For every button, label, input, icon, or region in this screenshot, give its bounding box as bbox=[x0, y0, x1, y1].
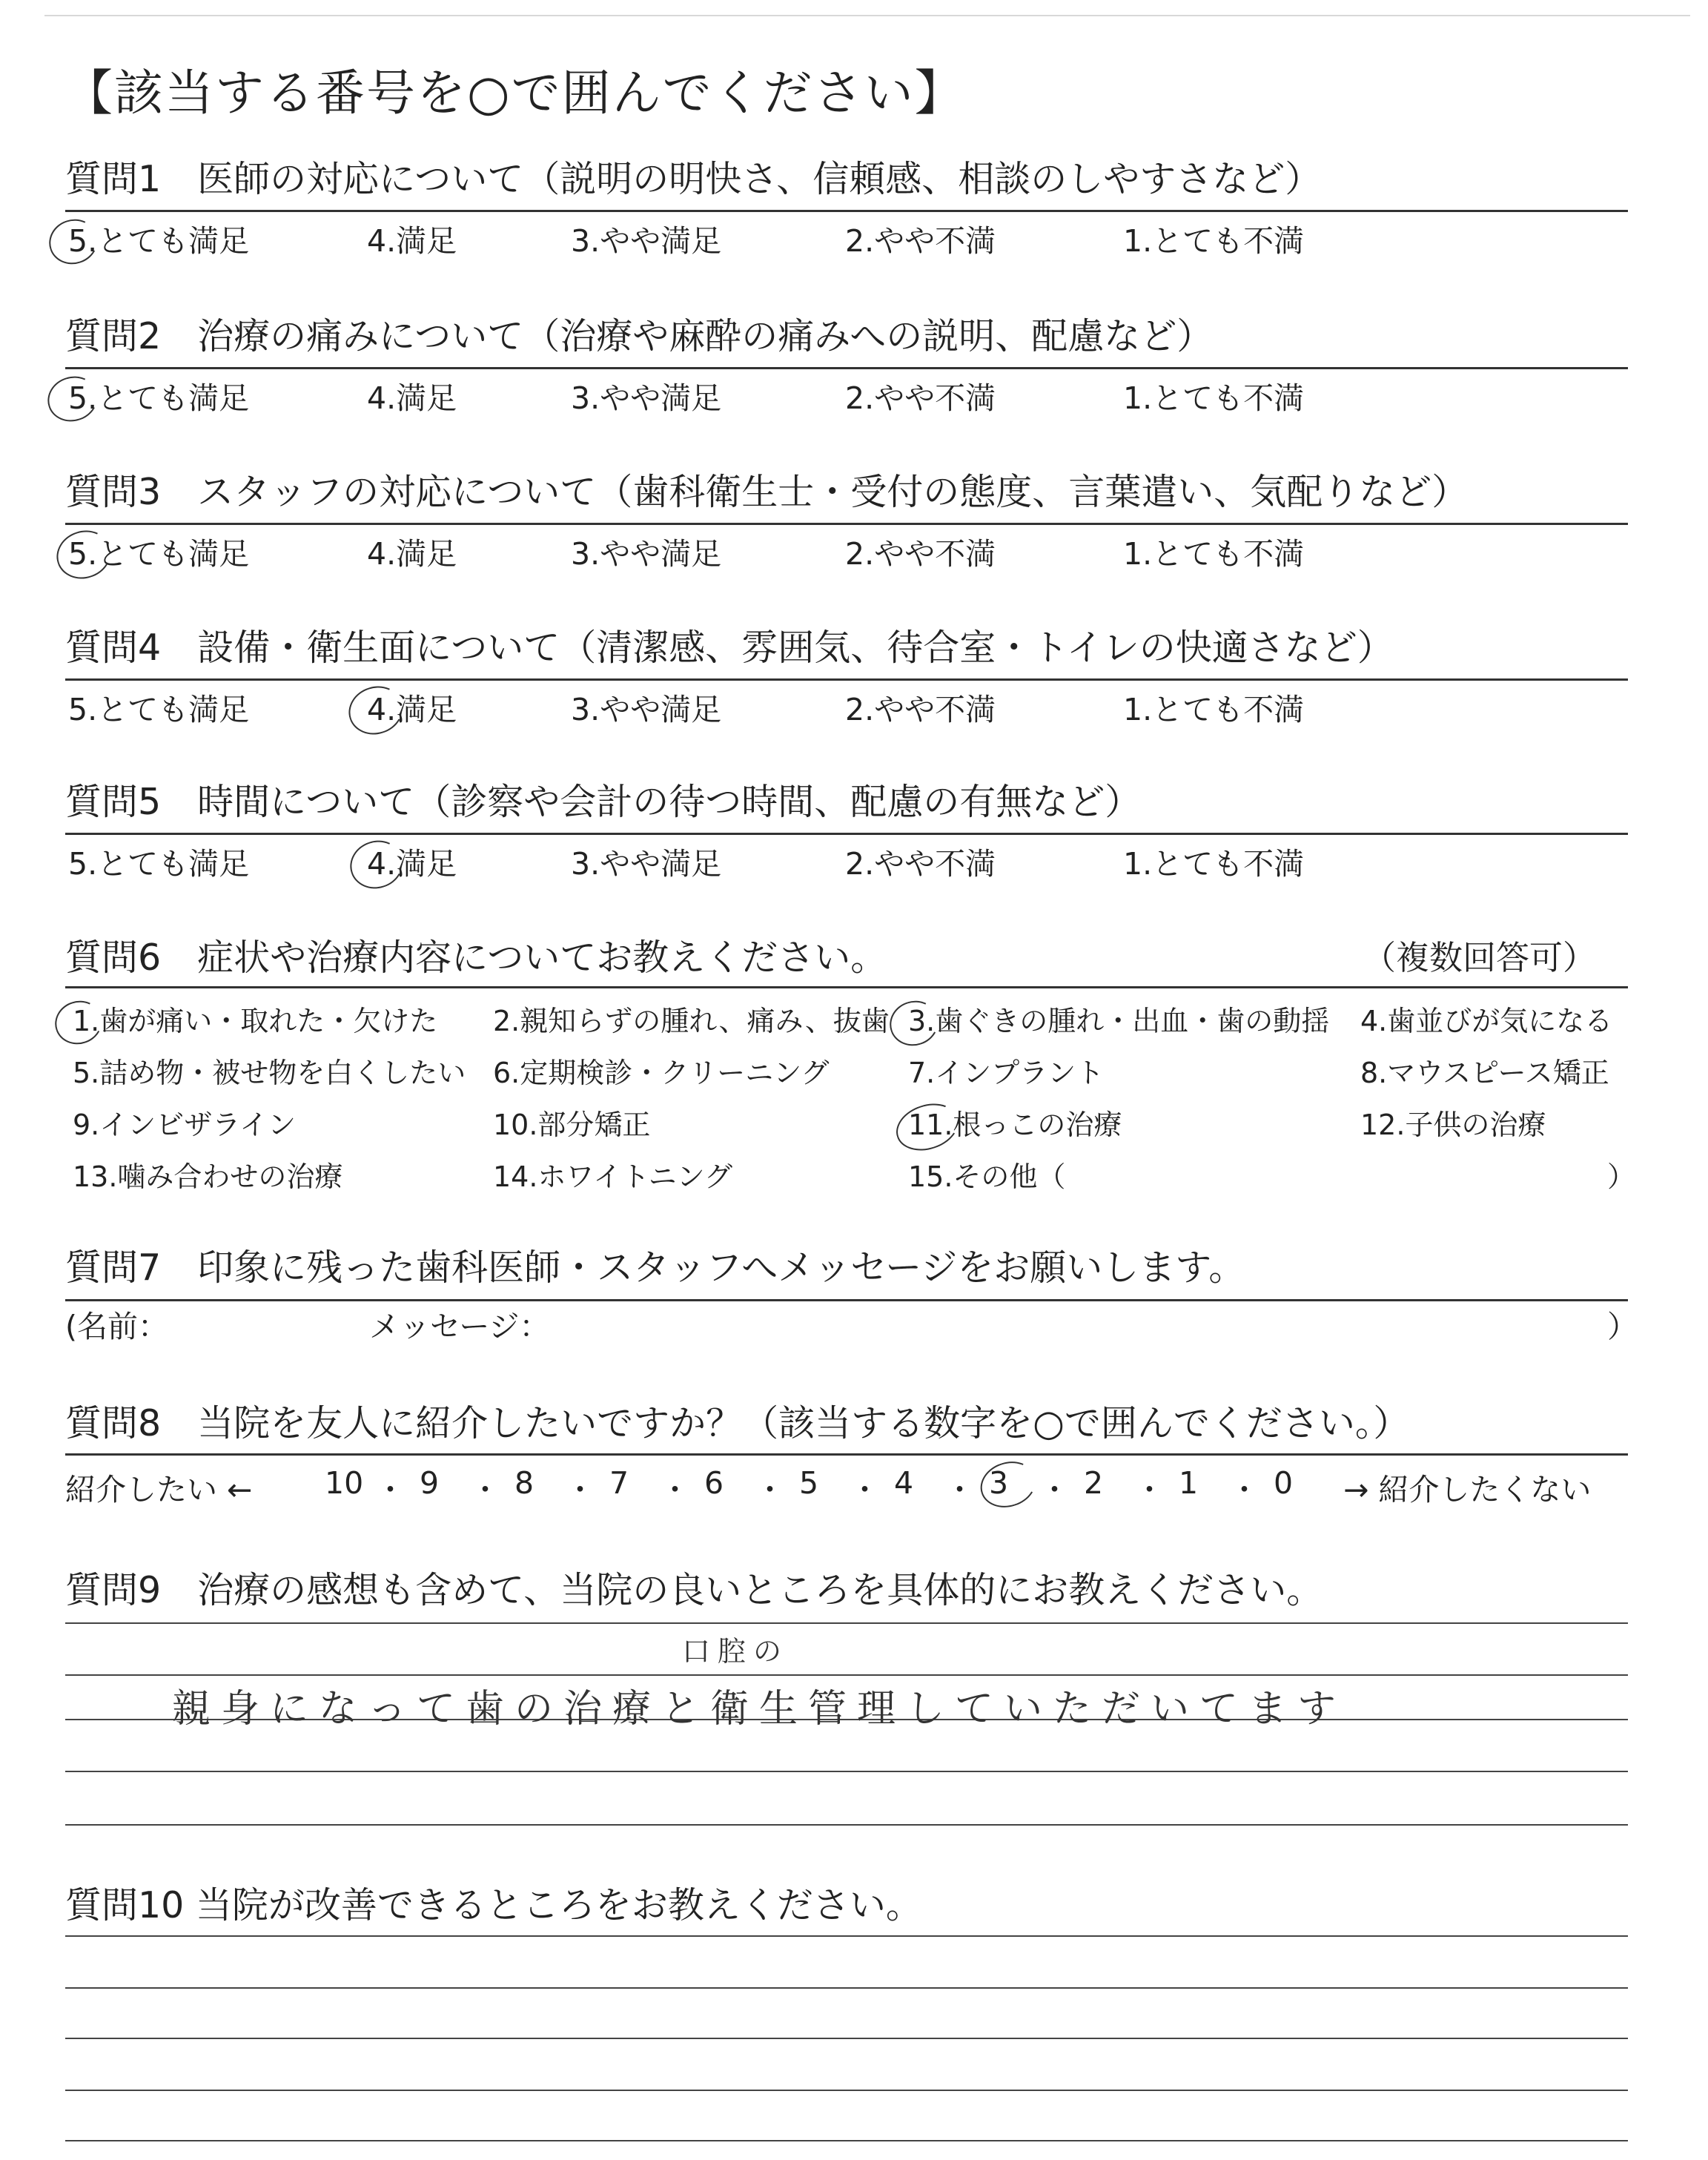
q6-selection-circle-11 bbox=[890, 1096, 964, 1158]
q9-answer[interactable]: 親身になって歯の治療と衛生管理していただいてます bbox=[172, 1687, 1347, 1731]
q6-option-4[interactable]: 4.歯並びが気になる bbox=[1360, 1005, 1613, 1037]
q10-title: 質問10 当院が改善できるところをお教えください。 bbox=[65, 1884, 922, 1926]
q8-scale-separator: ・ bbox=[660, 1472, 690, 1507]
q5-option-5[interactable]: 5.とても満足 bbox=[68, 846, 250, 882]
q3-rule bbox=[65, 523, 1628, 525]
q3-option-4[interactable]: 4.満足 bbox=[367, 536, 457, 572]
q8-scale-separator: ・ bbox=[944, 1472, 975, 1507]
q6-option-2[interactable]: 2.親知らずの腫れ、痛み、抜歯 bbox=[493, 1005, 890, 1037]
q9-answer-insert: 口腔の bbox=[682, 1635, 790, 1668]
q8-scale-separator: ・ bbox=[1039, 1472, 1070, 1507]
q9-line-5 bbox=[65, 1824, 1628, 1826]
q6-option-14[interactable]: 14.ホワイトニング bbox=[493, 1160, 733, 1193]
q8-scale-7[interactable]: 7 bbox=[609, 1465, 629, 1501]
q3-option-1[interactable]: 1.とても不満 bbox=[1123, 536, 1305, 572]
form-header: 【該当する番号を○で囲んでください】 bbox=[64, 65, 965, 122]
q1-title: 質問1 医師の対応について（説明の明快さ、信頼感、相談のしやすさなど） bbox=[65, 158, 1322, 200]
q6-option-3[interactable]: 3.歯ぐきの腫れ・出血・歯の動揺 bbox=[908, 1005, 1330, 1037]
q8-scale-2[interactable]: 2 bbox=[1084, 1465, 1104, 1501]
q6-option-1[interactable]: 1.歯が痛い・取れた・欠けた bbox=[73, 1005, 438, 1037]
q6-option-7[interactable]: 7.インプラント bbox=[908, 1057, 1105, 1089]
q6-title: 質問6 症状や治療内容についてお教えください。 bbox=[65, 937, 887, 979]
q7-title: 質問7 印象に残った歯科医師・スタッフへメッセージをお願いします。 bbox=[65, 1246, 1245, 1289]
q8-selection-circle bbox=[975, 1455, 1042, 1515]
q5-option-4[interactable]: 4.満足 bbox=[367, 846, 457, 882]
q8-scale-8[interactable]: 8 bbox=[514, 1465, 534, 1501]
q6-option-8[interactable]: 8.マウスピース矯正 bbox=[1360, 1057, 1609, 1089]
q6-option-15[interactable]: 15.その他（ bbox=[908, 1160, 1066, 1193]
q1-option-3[interactable]: 3.やや満足 bbox=[571, 223, 722, 259]
q5-option-2[interactable]: 2.やや不満 bbox=[845, 846, 996, 882]
q2-option-4[interactable]: 4.満足 bbox=[367, 380, 457, 416]
q8-rule bbox=[65, 1453, 1628, 1456]
q8-scale-separator: ・ bbox=[565, 1472, 595, 1507]
q9-line-2 bbox=[65, 1674, 1628, 1676]
q5-title: 質問5 時間について（診察や会計の待つ時間、配慮の有無など） bbox=[65, 781, 1142, 823]
q6-multiple-note: （複数回答可） bbox=[1363, 938, 1597, 977]
q6-option-10[interactable]: 10.部分矯正 bbox=[493, 1109, 651, 1141]
q8-scale-separator: ・ bbox=[1134, 1472, 1165, 1507]
q1-selection-circle bbox=[43, 213, 103, 270]
q2-option-3[interactable]: 3.やや満足 bbox=[571, 380, 722, 416]
q6-selection-circle-1 bbox=[50, 995, 108, 1051]
q6-option-12[interactable]: 12.子供の治療 bbox=[1360, 1109, 1546, 1141]
q4-option-3[interactable]: 3.やや満足 bbox=[571, 692, 722, 727]
q8-scale-6[interactable]: 6 bbox=[704, 1465, 724, 1501]
q9-line-4 bbox=[65, 1771, 1628, 1772]
q10-line-3 bbox=[65, 2038, 1628, 2039]
q7-message-field[interactable] bbox=[549, 1312, 1594, 1345]
q7-rule bbox=[65, 1299, 1628, 1301]
q8-scale-9[interactable]: 9 bbox=[420, 1465, 440, 1501]
q5-option-1[interactable]: 1.とても不満 bbox=[1123, 846, 1305, 882]
q6-other-close-paren: ） bbox=[1607, 1160, 1636, 1193]
q4-title: 質問4 設備・衛生面について（清潔感、雰囲気、待合室・トイレの快適さなど） bbox=[65, 627, 1394, 669]
q8-scale-separator: ・ bbox=[1229, 1472, 1260, 1507]
q8-scale-4[interactable]: 4 bbox=[894, 1465, 914, 1501]
q10-line-5 bbox=[65, 2140, 1628, 2141]
q6-option-5[interactable]: 5.詰め物・被せ物を白くしたい bbox=[73, 1057, 466, 1089]
q8-scale-separator: ・ bbox=[850, 1472, 880, 1507]
q8-title: 質問8 当院を友人に紹介したいですか？（該当する数字を○で囲んでください。） bbox=[65, 1402, 1410, 1444]
q2-option-1[interactable]: 1.とても不満 bbox=[1123, 380, 1305, 416]
q1-option-2[interactable]: 2.やや不満 bbox=[845, 223, 996, 259]
q10-line-2 bbox=[65, 1987, 1628, 1989]
q8-scale-1[interactable]: 1 bbox=[1179, 1465, 1199, 1501]
q7-close-paren: ） bbox=[1607, 1309, 1638, 1344]
q8-scale-separator: ・ bbox=[375, 1472, 406, 1507]
q6-rule bbox=[65, 986, 1628, 988]
q8-scale-3[interactable]: 3 bbox=[989, 1465, 1009, 1501]
q6-option-6[interactable]: 6.定期検診・クリーニング bbox=[493, 1057, 830, 1089]
q6-option-11[interactable]: 11.根っこの治療 bbox=[908, 1109, 1122, 1141]
q3-title: 質問3 スタッフの対応について（歯科衛生士・受付の態度、言葉遣い、気配りなど） bbox=[65, 471, 1469, 513]
q9-title: 質問9 治療の感想も含めて、当院の良いところを具体的にお教えください。 bbox=[65, 1569, 1323, 1611]
q2-option-5[interactable]: 5.とても満足 bbox=[68, 380, 250, 416]
q5-rule bbox=[65, 833, 1628, 835]
q4-selection-circle bbox=[342, 679, 409, 742]
q4-option-1[interactable]: 1.とても不満 bbox=[1123, 692, 1305, 727]
q2-title: 質問2 治療の痛みについて（治療や麻酔の痛みへの説明、配慮など） bbox=[65, 315, 1214, 357]
q1-option-1[interactable]: 1.とても不満 bbox=[1123, 223, 1305, 259]
q2-selection-circle bbox=[42, 370, 103, 428]
q3-option-5[interactable]: 5.とても満足 bbox=[68, 536, 250, 572]
q8-scale-5[interactable]: 5 bbox=[799, 1465, 819, 1501]
q4-rule bbox=[65, 678, 1628, 681]
q2-rule bbox=[65, 367, 1628, 369]
q8-scale-separator: ・ bbox=[470, 1472, 500, 1507]
q4-option-5[interactable]: 5.とても満足 bbox=[68, 692, 250, 727]
q5-selection-circle bbox=[344, 833, 409, 895]
q6-option-13[interactable]: 13.噛み合わせの治療 bbox=[73, 1160, 343, 1193]
q8-left-label: 紹介したい ← bbox=[65, 1472, 253, 1507]
q7-name-label: (名前： bbox=[65, 1309, 168, 1344]
q1-rule bbox=[65, 210, 1628, 212]
q6-option-9[interactable]: 9.インビザライン bbox=[73, 1109, 297, 1141]
q1-option-4[interactable]: 4.満足 bbox=[367, 223, 457, 259]
q6-selection-circle-3 bbox=[884, 994, 944, 1051]
q7-message-label: メッセージ： bbox=[369, 1309, 550, 1344]
q4-option-4[interactable]: 4.満足 bbox=[367, 692, 457, 727]
q8-scale-10[interactable]: 10 bbox=[325, 1465, 364, 1501]
q8-right-label: → 紹介したくない bbox=[1343, 1472, 1592, 1507]
q10-line-4 bbox=[65, 2090, 1628, 2091]
q3-selection-circle bbox=[50, 524, 117, 586]
q5-option-3[interactable]: 3.やや満足 bbox=[571, 846, 722, 882]
q8-scale-0[interactable]: 0 bbox=[1274, 1465, 1294, 1501]
q8-scale-separator: ・ bbox=[755, 1472, 785, 1507]
q10-line-1 bbox=[65, 1935, 1628, 1937]
q3-option-2[interactable]: 2.やや不満 bbox=[845, 536, 996, 572]
q4-option-2[interactable]: 2.やや不満 bbox=[845, 692, 996, 727]
q1-option-5[interactable]: 5.とても満足 bbox=[68, 223, 250, 259]
top-border bbox=[44, 15, 1690, 16]
q3-option-3[interactable]: 3.やや満足 bbox=[571, 536, 722, 572]
q2-option-2[interactable]: 2.やや不満 bbox=[845, 380, 996, 416]
q9-line-1 bbox=[65, 1622, 1628, 1624]
